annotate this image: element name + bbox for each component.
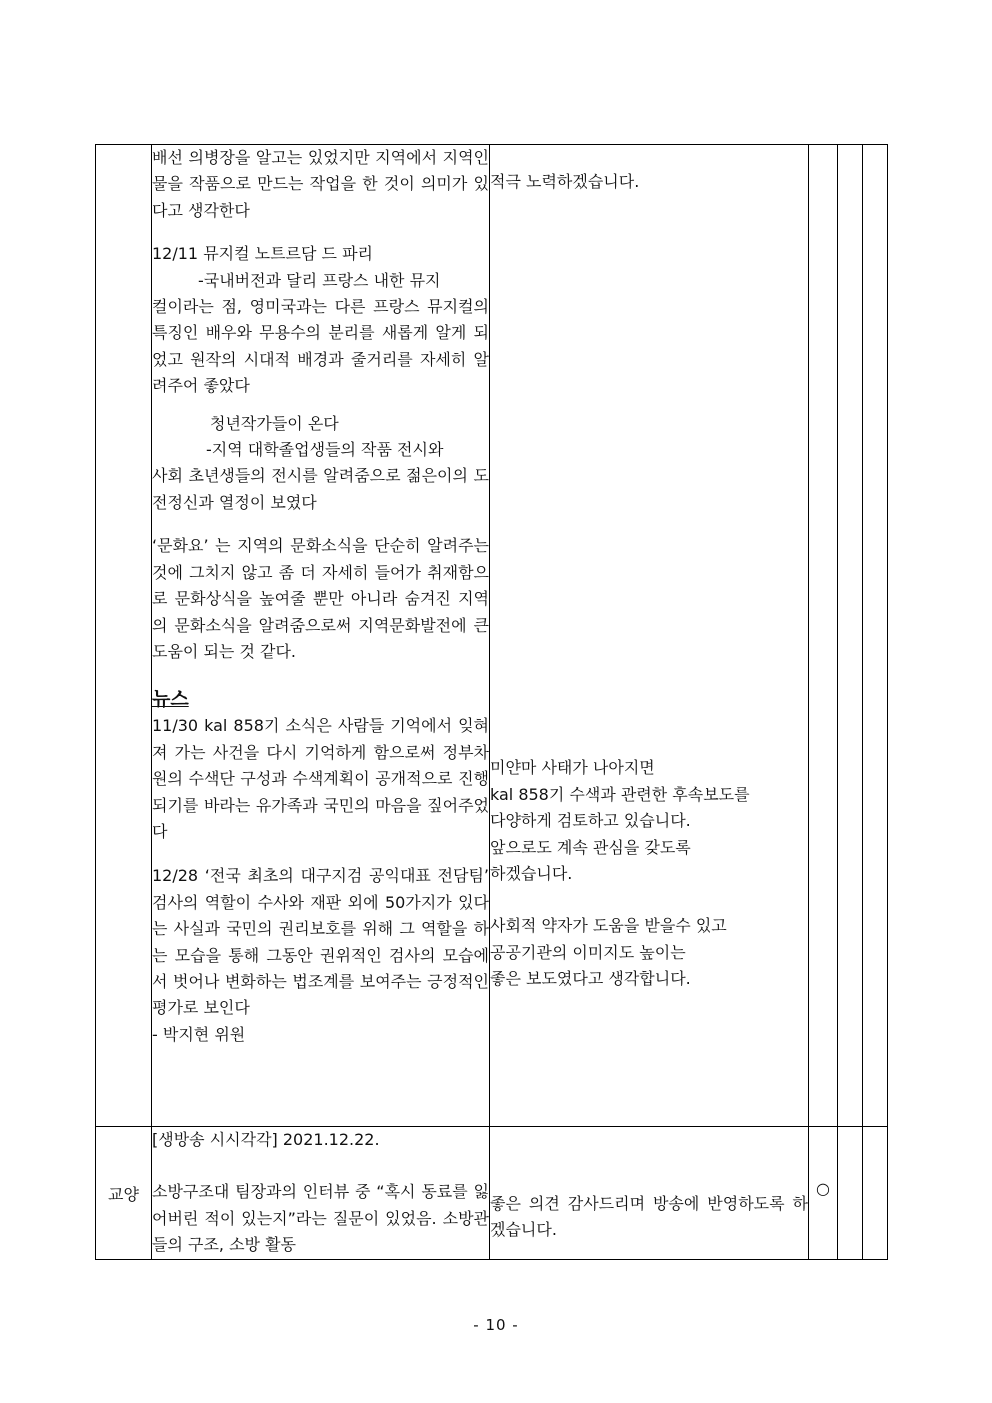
response-line: 앞으로도 계속 관심을 갖도록 [490,837,691,857]
opinion-item-body: 사회 초년생들의 전시를 알려줌으로 젊은이의 도전정신과 열정이 보였다 [152,466,489,512]
opinion-paragraph: 배선 의병장을 알고는 있었지만 지역에서 지역인물을 작품으로 만드는 작업을 한 것이 의미가 있다고 생각한다 [152,148,489,220]
mark-cell [809,1127,838,1260]
response-cell [490,145,809,1127]
opinion-paragraph: 11/30 kal 858기 소식은 사람들 기억에서 잊혀져 가는 사건을 다시 기억하게 함으로써 정부차원의 수색단 구성과 수색계획이 공개적으로 진행되기를 바라는 유가족과 국민의 마음을 짚어주었다 [152,716,489,841]
opinion-paragraph: ‘문화요’ 는 지역의 문화소식을 단순히 알려주는 것에 그치지 않고 좀 더 자세히 들어가 취재함으로 문화상식을 높여줄 뿐만 아니라 숨겨진 지역의 문화소식을 알려줌으로써 지역문화발전에 큰 도움이 되는 것 같다. [152,536,489,661]
program-title: [생방송 시시각각] 2021.12.22. [152,1130,380,1149]
empty-cell [863,1127,888,1260]
response-line: 하겠습니다. [490,864,573,884]
table-row [96,145,888,1127]
opinion-item-title: 12/11 뮤지컬 노트르담 드 파리 [152,244,374,264]
opinion-item-body: -지역 대학졸업생들의 작품 전시와 [206,440,444,460]
signature: - 박지현 위원 [152,1024,246,1044]
response-line: 사회적 약자가 도움을 받을수 있고 [490,916,727,936]
response-text: 좋은 의견 감사드리며 방송에 반영하도록 하겠습니다. [490,1194,808,1240]
response-cell [490,1127,809,1260]
response-line: 좋은 보도였다고 생각합니다. [490,969,691,989]
page-number: - 10 - [473,1316,519,1334]
category-cell [96,1127,152,1260]
mark-cell [809,145,838,1127]
review-table [95,144,888,1260]
circle-mark: ○ [816,1179,830,1198]
empty-cell [838,1127,863,1260]
opinion-paragraph: 12/28 ‘전국 최초의 대구지검 공익대표 전담팀’ 검사의 역할이 수사와 재판 외에 50가지가 있다는 사실과 국민의 권리보호를 위해 그 역할을 하는 모습을 통해 그동안 권위적인 검사의 모습에서 벗어나 변화하는 법조계를 보여주는 긍정적인 평가로 보인다 [152,866,489,1018]
opinion-item-body: 컬이라는 점, 영미국과는 다른 프랑스 뮤지컬의 특징인 배우와 무용수의 분리를 새롭게 알게 되었고 원작의 시대적 배경과 줄거리를 자세히 알려주어 좋았다 [152,297,489,396]
opinion-cell [152,145,490,1127]
response-line: 다양하게 검토하고 있습니다. [490,811,691,831]
news-heading: 뉴스 [152,688,189,711]
opinion-item-title: 청년작가들이 온다 [210,413,339,433]
response-line: kal 858기 수색과 관련한 후속보도를 [490,784,750,804]
opinion-paragraph: 소방구조대 팀장과의 인터뷰 중 “혹시 동료를 잃어버린 적이 있는지”라는 질문이 있었음. 소방관들의 구조, 소방 활동 [152,1182,489,1255]
response-line: 미얀마 사태가 나아지면 [490,758,655,778]
opinion-cell [152,1127,490,1260]
opinion-item-body: -국내버전과 달리 프랑스 내한 뮤지 [198,270,441,290]
empty-cell [863,145,888,1127]
response-line: 공공기관의 이미지도 높이는 [490,942,686,962]
table-row [96,1127,888,1260]
response-text: 적극 노력하겠습니다. [490,172,640,191]
category-label: 교양 [108,1184,139,1204]
empty-cell [838,145,863,1127]
category-cell [96,145,152,1127]
